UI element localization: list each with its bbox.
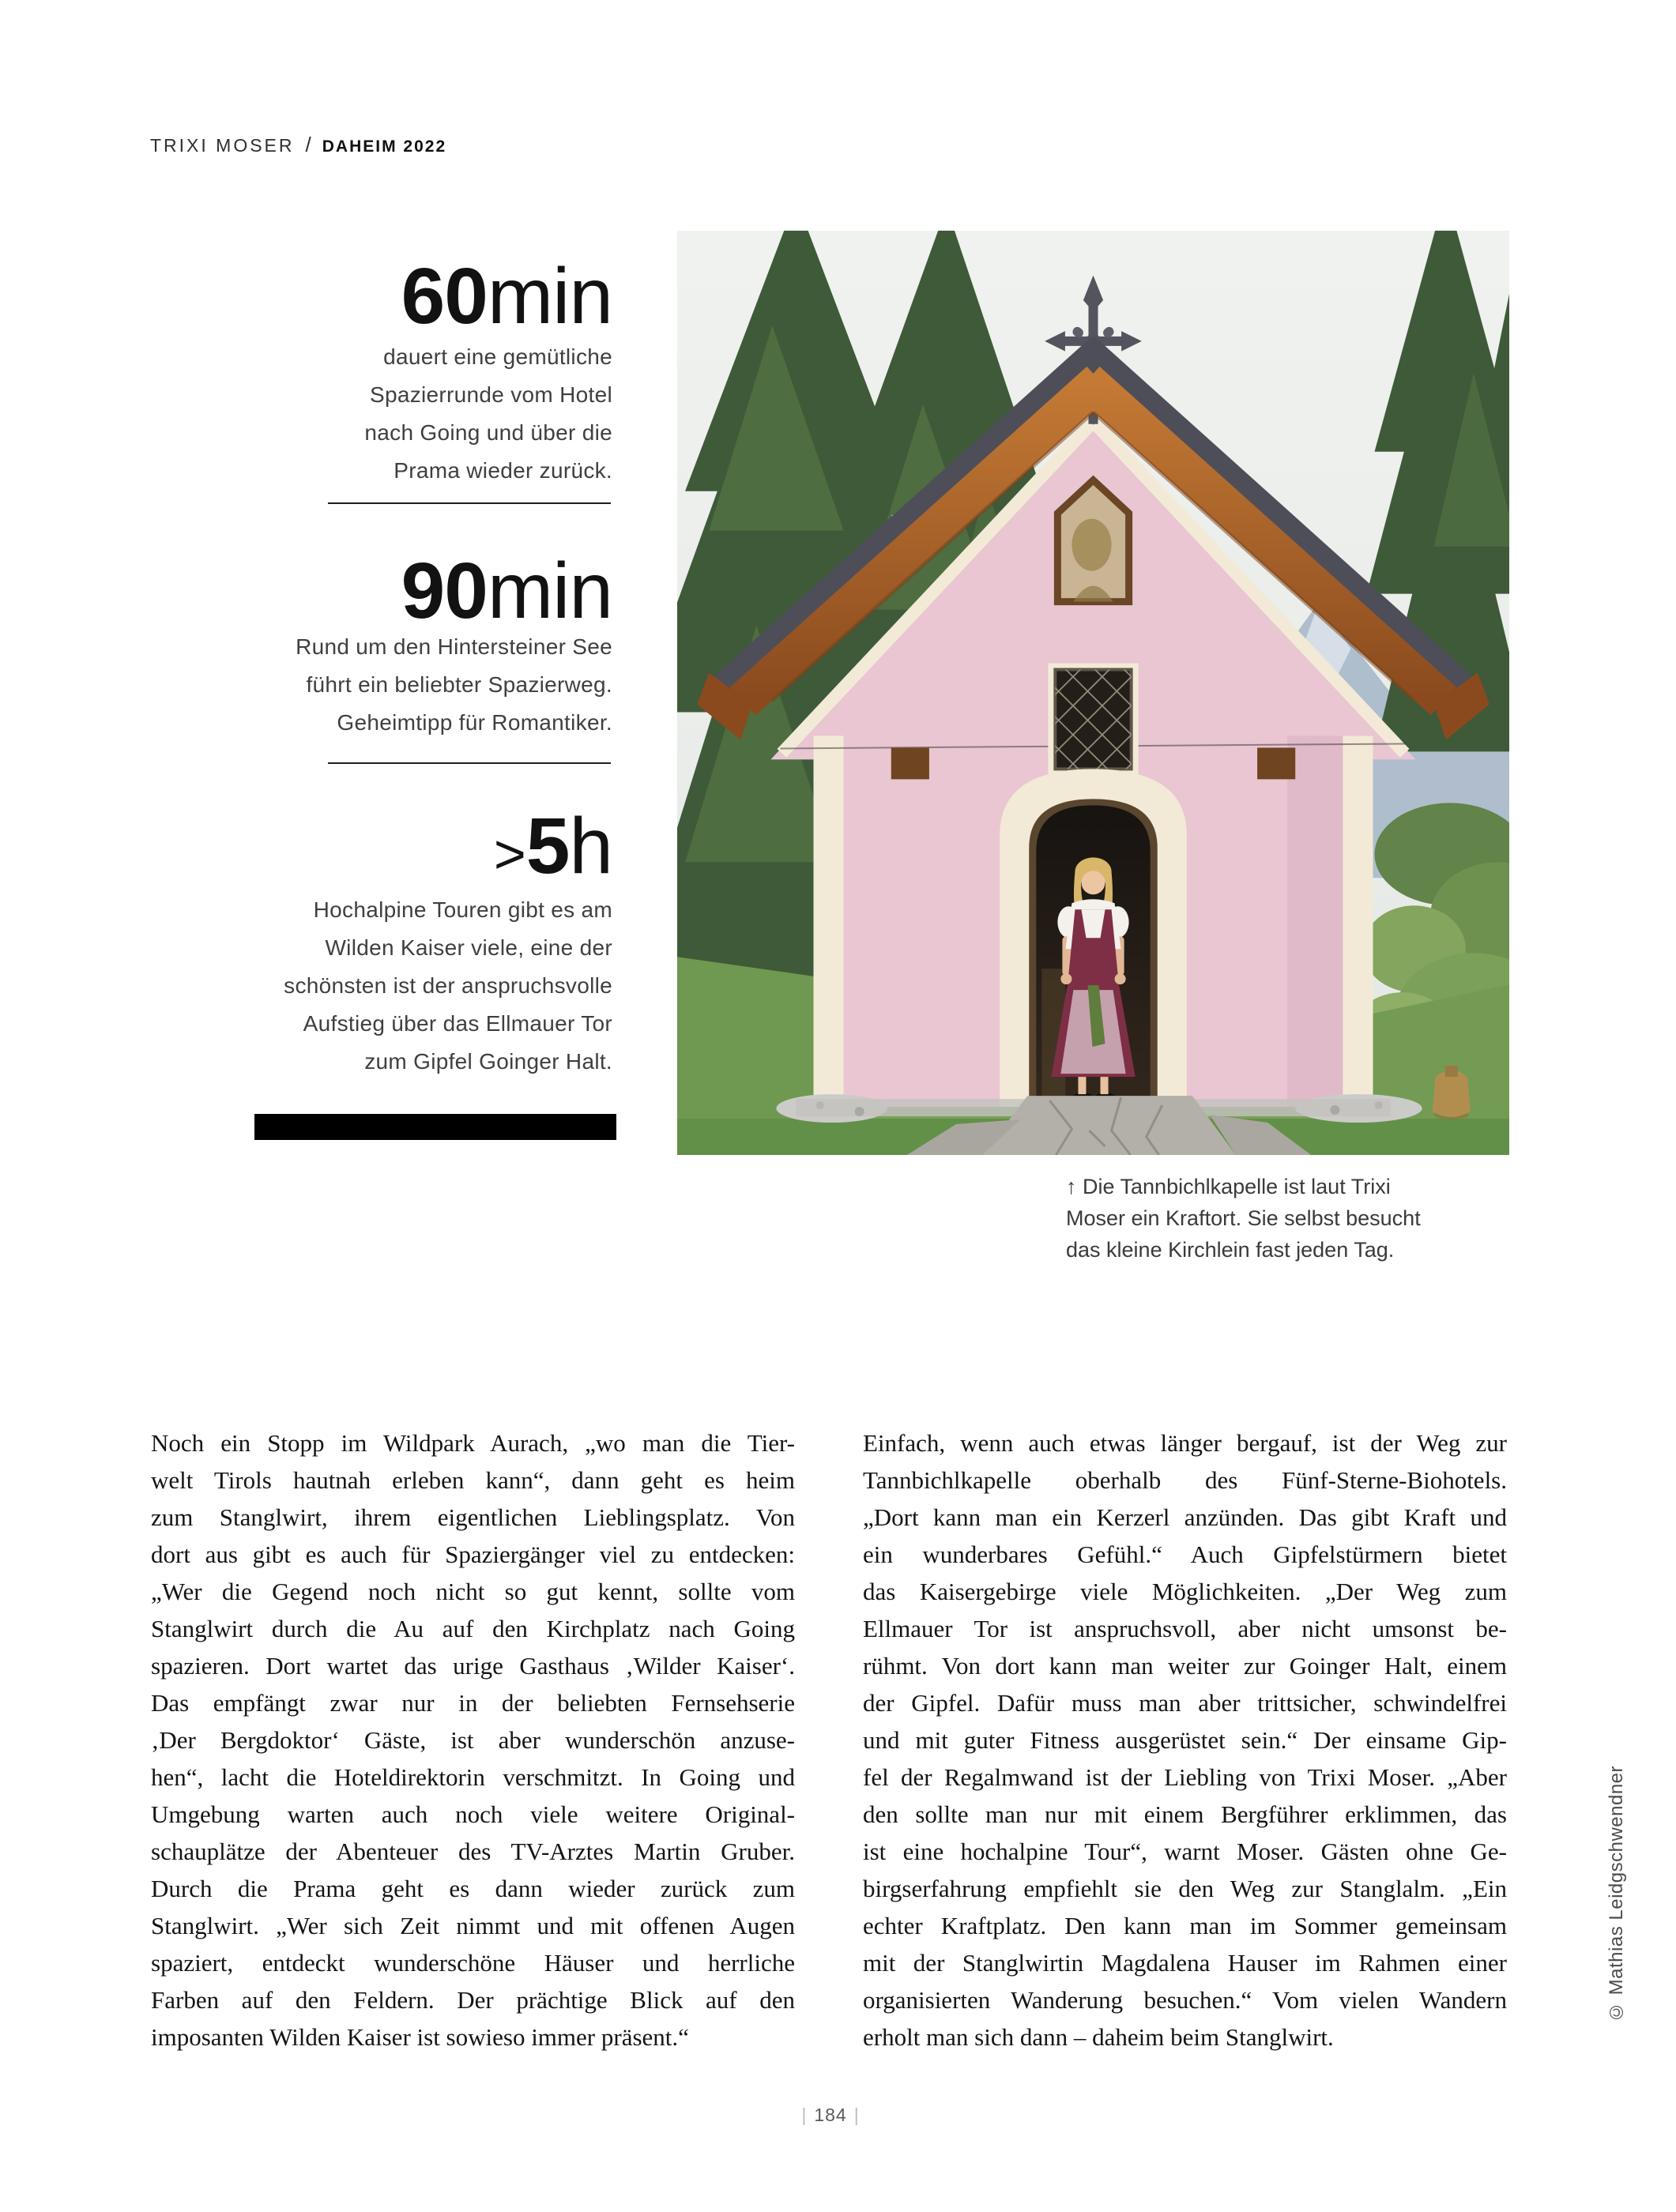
stat-90min-value: 90 [401, 547, 488, 635]
page-number: 184 [814, 2105, 847, 2125]
stat-5h-prefix: > [493, 823, 526, 885]
page-header [150, 133, 446, 157]
stat-divider-1 [328, 502, 611, 504]
stat-5h-unit: h [569, 802, 612, 890]
stat-divider-2 [328, 762, 611, 764]
section-end-bar [254, 1114, 616, 1140]
stat-5h-description: Hochalpine Touren gibt es am Wilden Kaiser viele, eine der schönsten ist der anspruchsvolle Aufstieg über das Ellmauer Tor zum Gipfel Goinger Halt. [284, 897, 612, 1074]
stat-60min-description: dauert eine gemütliche Spazierrunde vom Hotel nach Going und über die Prama wieder zurück. [364, 344, 612, 483]
body-column-left: Noch ein Stopp im Wildpark Aurach, „wo man die Tier- welt Tirols hautnah erleben kann“, dann geht es heim zum Stanglwirt, ihrem eigentlichen Lieblingsplatz. Von dort aus gibt es auch für Spaziergänger viel zu entdecken: „Wer die Gegend noch nicht so gut kennt, sollte vom Stanglwirt durch die Au auf den Kirchplatz nach Going spazieren. Dort wartet das urige Gasthaus ‚Wilder Kaiser‘. Das empfängt zwar nur in der beliebten Fernsehserie ‚Der Bergdoktor‘ Gäste, ist aber wunderschön anzuse- hen“, lacht die Hoteldirektorin verschmitzt. In Going und Umgebung warten auch noch viele weitere Original- schauplätze der Abenteuer des TV-Arztes Martin Gruber. Durch die Prama geht es dann wieder zurück zum Stanglwirt. „Wer sich Zeit nimmt und mit offenen Augen spaziert, entdeckt wunderschöne Häuser und herrliche Farben auf den Feldern. Der prächtige Blick auf den imposanten Wilden Kaiser ist sowieso immer präsent.“ [151, 1429, 795, 2051]
footer-right-bar: | [853, 2105, 860, 2125]
stat-90min-description: Rund um den Hintersteiner See führt ein beliebter Spazierweg. Geheimtipp für Romantiker. [296, 634, 612, 735]
chapel-photo-illustration [677, 231, 1509, 1155]
stat-60min-value: 60 [401, 252, 488, 340]
stat-90min-number [253, 547, 612, 638]
photo-credit: © Mathias Leidgschwendner [1606, 1765, 1627, 2022]
header-separator: / [305, 133, 311, 156]
chapel-window [1048, 664, 1138, 776]
page-footer [763, 2105, 898, 2126]
stat-90min-unit: min [487, 547, 612, 635]
stat-60min-unit: min [487, 252, 612, 340]
stat-60min-number [253, 252, 612, 344]
chapel-photo [677, 231, 1509, 1155]
photo-caption: ↑ Die Tannbichlkapelle ist laut Trixi Moser ein Kraftort. Sie selbst besucht das kleine Kirchlein fast jeden Tag. [1066, 1175, 1421, 1262]
footer-left-bar: | [801, 2105, 808, 2125]
stat-5h-value: 5 [525, 802, 570, 890]
stat-5h-number [253, 802, 612, 893]
body-column-right: Einfach, wenn auch etwas länger bergauf, ist der Weg zur Tannbichlkapelle oberhalb des Fünf-Sterne-Biohotels. „Dort kann man ein Kerzerl anzünden. Das gibt Kraft und ein wunderbares Gefühl.“ Auch Gipfelstürmern bietet das Kaisergebirge viele Möglichkeiten. „Der Weg zum Ellmauer Tor ist anspruchsvoll, aber nicht umsonst be- rühmt. Von dort kann man weiter zur Goinger Halt, einem der Gipfel. Dafür muss man aber trittsicher, schwindelfrei und mit guter Fitness ausgerüstet sein.“ Der einsame Gip- fel der Regalmwand ist der Liebling von Trixi Moser. „Aber den sollte man nur mit einem Bergführer erklimmen, das ist eine hochalpine Tour“, warnt Moser. Gästen ohne Ge- birgserfahrung empfiehlt sie den Weg zur Stanglalm. „Ein echter Kraftplatz. Den kann man im Sommer gemeinsam mit der Stanglwirtin Magdalena Hauser im Rahmen einer organisierten Wanderung besuchen.“ Vom vielen Wandern erholt man sich dann – daheim beim Stanglwirt. [863, 1429, 1507, 2051]
header-title: DAHEIM 2022 [322, 137, 447, 156]
header-author: TRIXI MOSER [150, 135, 295, 156]
